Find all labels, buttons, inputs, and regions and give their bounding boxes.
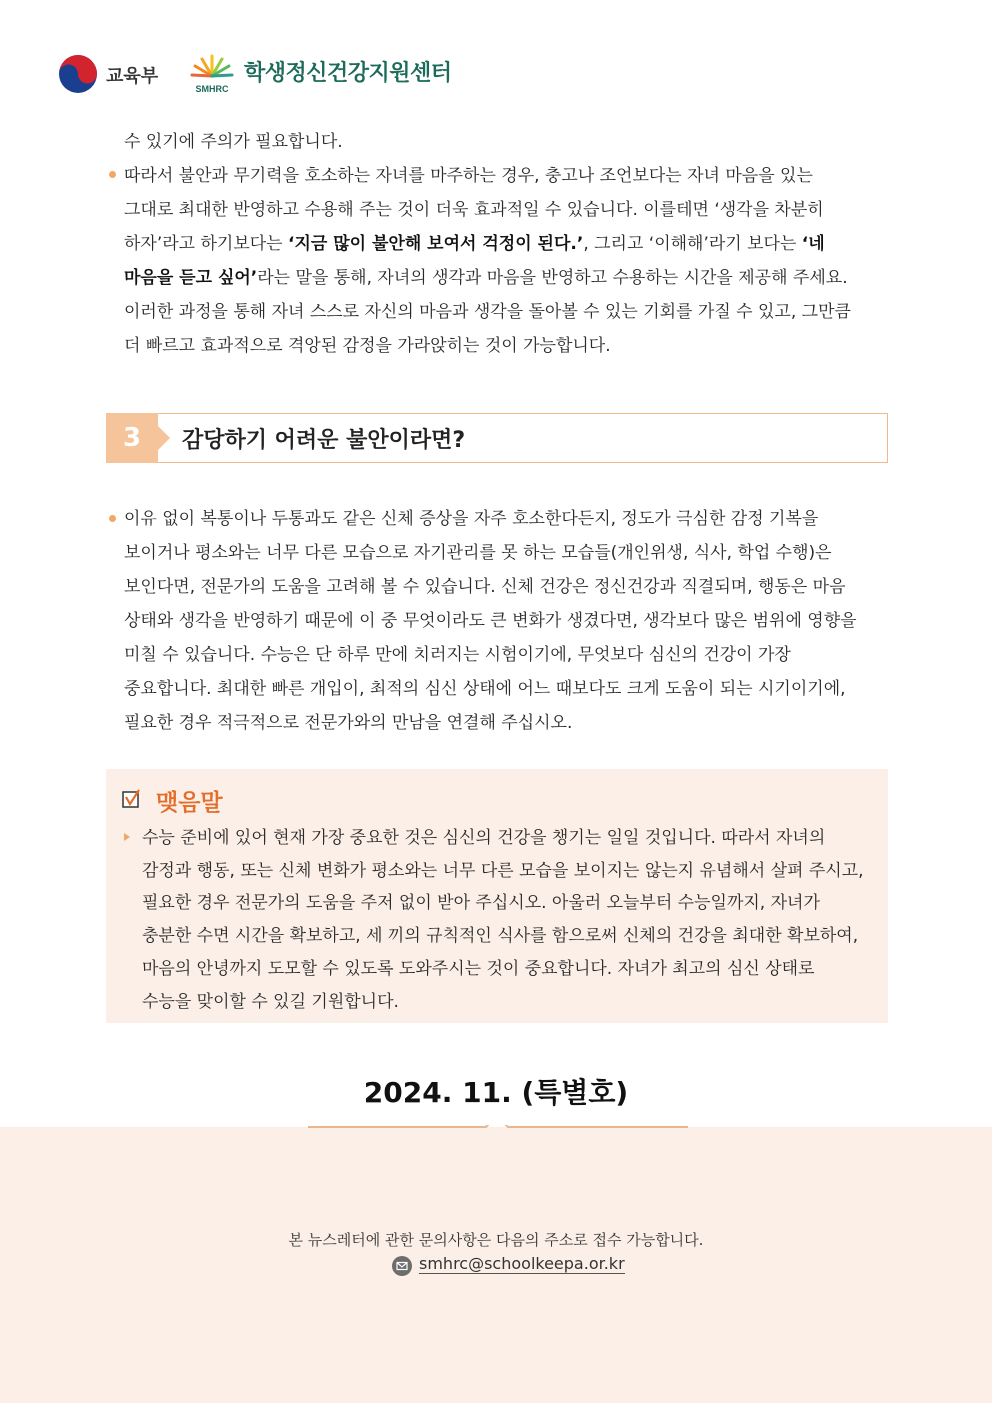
text-line: 더 빠르고 효과적으로 격앙된 감정을 가라앉히는 것이 가능합니다. xyxy=(124,336,611,356)
text-line: 이유 없이 복통이나 두통과도 같은 신체 증상을 자주 호소한다든지, 정도가 극심한 감정 기복을 xyxy=(124,509,819,529)
text-line: 필요한 경우 적극적으로 전문가와의 만남을 연결해 주십시오. xyxy=(124,713,573,733)
footer-divider xyxy=(0,1125,992,1149)
text-line: 상태와 생각을 반영하기 때문에 이 중 무엇이라도 큰 변화가 생겼다면, 생각보다 많은 범위에 영향을 xyxy=(124,611,857,631)
text-line: 하자’라고 하기보다는 ‘지금 많이 불안해 보여서 걱정이 된다.’, 그리고 ‘이해해’라기 보다는 ‘네 xyxy=(124,234,825,254)
section-number: 3 xyxy=(122,423,142,453)
text-line: 이러한 과정을 통해 자녀 스스로 자신의 마음과 생각을 돌아볼 수 있는 기회를 가질 수 있고, 그만큼 xyxy=(124,302,851,322)
text-line: 미칠 수 있습니다. 수능은 단 하루 만에 치러지는 시험이기에, 무엇보다 심신의 건강이 가장 xyxy=(124,645,791,665)
emphasis-quote: ‘지금 많이 불안해 보여서 걱정이 된다.’ xyxy=(288,234,584,254)
text-line: 보이거나 평소와는 너무 다른 모습으로 자기관리를 못 하는 모습들(개인위생, 식사, 학업 수행)은 xyxy=(124,543,832,563)
checkbox-check-icon xyxy=(122,789,142,809)
text-line: 마음의 안녕까지 도모할 수 있도록 도와주시는 것이 중요합니다. 자녀가 최고의 심신 상태로 xyxy=(142,958,815,979)
mail-icon xyxy=(392,1256,412,1276)
email-link[interactable]: smhrc@schoolkeepa.or.kr xyxy=(419,1254,625,1273)
contact-text: 본 뉴스레터에 관한 문의사항은 다음의 주소로 접수 가능합니다. xyxy=(288,1231,704,1249)
text-line: 따라서 불안과 무기력을 호소하는 자녀를 마주하는 경우, 충고나 조언보다는 자녀 마음을 있는 xyxy=(124,166,813,186)
text-line: 수 있기에 주의가 필요합니다. xyxy=(124,132,343,152)
emphasis-quote: 마음을 듣고 싶어’ xyxy=(124,268,258,288)
summary-box xyxy=(106,769,888,1023)
emphasis-quote: ‘네 xyxy=(801,234,825,254)
text-line: 충분한 수면 시간을 확보하고, 세 끼의 규칙적인 식사를 함으로써 신체의 건강을 최대한 확보하여, xyxy=(142,926,859,947)
intro-paragraph xyxy=(124,125,888,363)
page-header xyxy=(58,52,658,96)
ministry-emblem-icon xyxy=(58,54,98,94)
section-3-header xyxy=(106,413,888,463)
summary-title: 맺음말 xyxy=(156,790,223,816)
issue-date: 2024. 11. (특별호) xyxy=(363,1076,629,1109)
bullet-dot-icon xyxy=(109,515,116,522)
text-line: 그대로 최대한 반영하고 수용해 주는 것이 더욱 효과적일 수 있습니다. 이를테면 ‘생각을 차분히 xyxy=(124,200,824,220)
smhrc-logo-icon xyxy=(188,52,236,96)
text-line: 수능을 맞이할 수 있길 기원합니다. xyxy=(142,991,399,1012)
section-3-paragraph xyxy=(124,502,888,740)
summary-text xyxy=(142,822,875,1018)
text-line: 중요합니다. 최대한 빠른 개입이, 최적의 심신 상태에 어느 때보다도 크게 도움이 되는 시기이기에, xyxy=(124,679,846,699)
section-title: 감당하기 어려운 불안이라면? xyxy=(182,428,466,453)
page-footer xyxy=(0,1125,992,1403)
smhrc-logo-text: SMHRC xyxy=(195,84,229,94)
bullet-triangle-icon xyxy=(124,833,130,841)
section-arrow-icon xyxy=(158,426,170,450)
ministry-name: 교육부 xyxy=(106,66,159,87)
text-line: 감정과 행동, 또는 신체 변화가 평소와는 너무 다른 모습을 보이지는 않는지 유념해서 살펴 주시고, xyxy=(142,860,864,881)
text-line: 마음을 듣고 싶어’라는 말을 통해, 자녀의 생각과 마음을 반영하고 수용하는 시간을 제공해 주세요. xyxy=(124,268,848,288)
text-line: 필요한 경우 전문가의 도움을 주저 없이 받아 주십시오. 아울러 오늘부터 수능일까지, 자녀가 xyxy=(142,893,820,914)
text-line: 수능 준비에 있어 현재 가장 중요한 것은 심신의 건강을 챙기는 일일 것입니다. 따라서 자녀의 xyxy=(142,828,826,848)
center-name: 학생정신건강지원센터 xyxy=(244,61,452,86)
bullet-dot-icon xyxy=(109,171,116,178)
text-line: 보인다면, 전문가의 도움을 고려해 볼 수 있습니다. 신체 건강은 정신건강과 직결되며, 행동은 마음 xyxy=(124,577,846,597)
